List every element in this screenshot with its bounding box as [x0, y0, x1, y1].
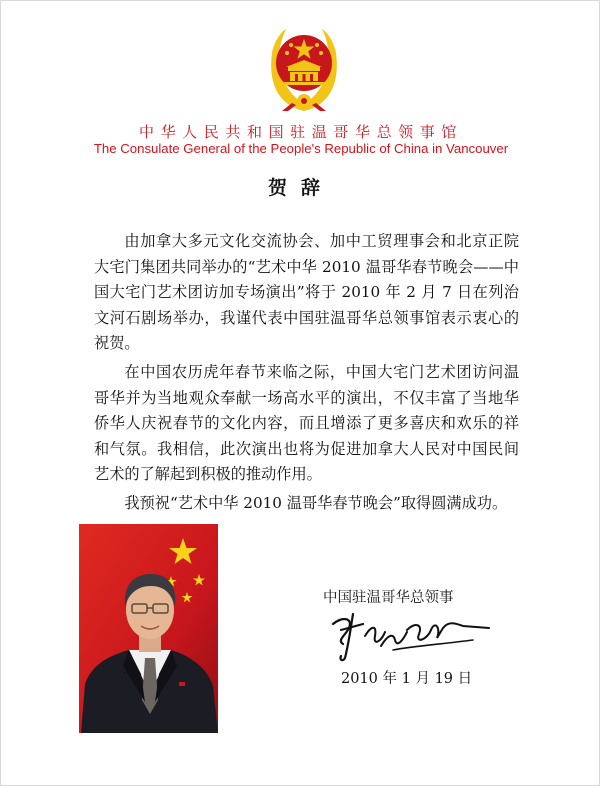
consulate-name-english: The Consulate General of the People's Republic of China in Vancouver [93, 141, 509, 156]
national-emblem-icon [264, 23, 344, 115]
letter-body [94, 229, 519, 520]
handwritten-signature [323, 606, 493, 666]
signatory-title: 中国驻温哥华总领事 [323, 590, 454, 606]
body-paragraph-2: 在中国农历虎年春节来临之际，中国大宅门艺术团访问温哥华并为当地观众奉献一场高水平的演出，不仅丰富了当地华侨华人庆祝春节的文化内容，而且增添了更多喜庆和欢乐的祥和气氛。我相信，此次演出也将为促进加拿大人民对中国民间艺术的了解起到积极的推动作用。 [94, 362, 519, 484]
letter-title: 贺辞 [267, 177, 334, 199]
consul-portrait-photo [79, 524, 218, 733]
body-paragraph-1: 由加拿大多元文化交流协会、加中工贸理事会和北京正院大宅门集团共同举办的“艺术中华 2010 温哥华春节晚会——中国大宅门艺术团访加专场演出”将于 2010 年 2 月 7 日在列治文河石剧场举办，我谨代表中国驻温哥华总领事馆表示衷心的祝贺。 [94, 232, 519, 353]
body-paragraph-3: 我预祝“艺术中华 2010 温哥华春节晚会”取得圆满成功。 [124, 493, 508, 512]
consulate-name-chinese: 中华人民共和国驻温哥华总领事馆 [138, 123, 463, 141]
letter-date: 2010 年 1 月 19 日 [341, 671, 473, 687]
